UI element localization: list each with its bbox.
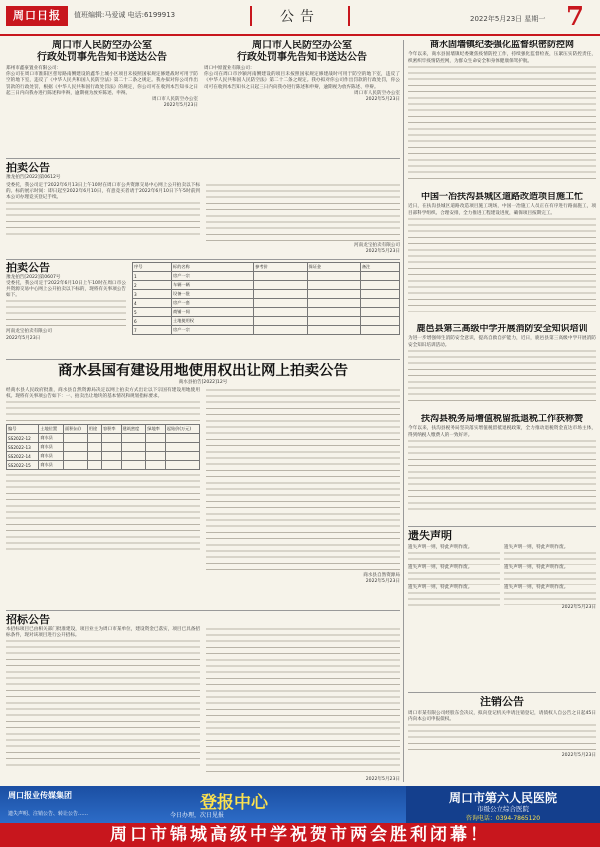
table-cell (121, 443, 146, 452)
news-body: 今年以来，扶沟县税务局坚决落实增值税留抵退税政策，全力推动退税资金直达市场主体，得到纳税人缴费人的一致好评。 (408, 426, 596, 438)
divider (408, 692, 596, 693)
notice-body: 你公司在周口市沙颍河南侧建设的项目未按照国家规定修建战时可用于防空的地下室，违反了《中华人民共和国人民防空法》第二十二条之规定。我办拟对你公司作出罚款的行政处罚，你公司可在收到本告知书之日起三日内向我办进行陈述和申辩，逾期视为放弃陈述、申辩。 (204, 72, 400, 90)
table-cell: 4 (133, 299, 172, 308)
hospital-subtitle: 市级公立综合医院 (477, 805, 529, 813)
table-cell (254, 299, 307, 308)
list-item: 遗失声明一则，特此声明作废。 (408, 544, 473, 550)
table-cell: 商水县 (39, 461, 64, 470)
table-cell (64, 461, 88, 470)
section-title: 公告 (250, 6, 350, 26)
table-header-cell: 面积(㎡) (64, 425, 88, 434)
table-cell: SS2022-15 (7, 461, 39, 470)
auction-ref: 豫龙拍告[2022]第0607号 (6, 274, 61, 280)
lost-notices-date: 2022年5月23日 (561, 605, 596, 611)
hospital-phone: 咨询电话：0394-7865120 (465, 815, 541, 822)
table-cell: 1 (133, 272, 172, 281)
news-item-1 (408, 40, 596, 190)
column-divider (403, 40, 404, 782)
list-item: 遗失声明一则，特此声明作废。 (504, 564, 569, 570)
table-cell (87, 452, 101, 461)
auction-table (132, 262, 400, 335)
divider (6, 158, 400, 159)
tender-title: 招标公告 (6, 614, 50, 626)
auction-body: 受委托，我公司定于2022年6月13日上午10时在周口市公共资源交易中心网上公开拍卖以下标的。标的展示时间：即日起至2022年6月10日，有意竞买者请于2022年6月10日下午5时前到本公司办理竞买登记手续。 (6, 182, 200, 201)
auction-ref: 豫龙拍告[2022]第0612号 (6, 174, 61, 180)
auction-notice-2 (6, 262, 400, 357)
body-text-lines (408, 591, 500, 611)
table-cell: 3 (133, 290, 172, 299)
table-cell (307, 272, 360, 281)
tender-date: 2022年5月23日 (365, 776, 400, 782)
list-item: 遗失声明一则，特此声明作废。 (504, 544, 569, 550)
table-cell: 5 (133, 308, 172, 317)
land-table (6, 424, 200, 470)
news-body: 今年以来，商水县固墙镇纪委聚焦疫情防控工作，持续强化监督检查，压紧压实防控责任，织密织牢疫情防控网，为群众生命安全和身体健康保驾护航。 (408, 52, 596, 64)
cancel-notice-date: 2022年5月23日 (561, 753, 596, 759)
list-item: 遗失声明一则，特此声明作废。 (408, 585, 473, 591)
body-text-lines (504, 551, 596, 565)
table-cell (121, 434, 146, 443)
divider (6, 259, 400, 260)
table-cell (360, 308, 399, 317)
table-cell: 房产一宗 (172, 326, 254, 335)
news-item-2 (408, 192, 596, 322)
body-text-lines (408, 439, 596, 514)
auction-body: 受委托，我公司定于2022年6月10日上午10时在周口市公共资源交易中心网上公开拍卖以下标的，现将有关事项公告如下。 (6, 280, 126, 299)
table-cell (360, 290, 399, 299)
divider (6, 610, 400, 611)
news-title: 商水固墙镇纪委强化监督织密防控网 (429, 40, 574, 50)
cancel-notice-body: 周口市某有限公司经股东会决议，拟向登记机关申请注销登记，请债权人自公告之日起45日内向本公司申报债权。 (408, 710, 596, 722)
list-item: 遗失声明一则，特此声明作废。 (408, 564, 473, 570)
notice-addressee: 周口中原置业有限公司： (204, 66, 255, 71)
table-cell (165, 461, 199, 470)
table-cell (165, 434, 199, 443)
rfkb-notice-2 (204, 40, 400, 155)
table-cell (87, 434, 101, 443)
table-cell: 房产一套 (172, 299, 254, 308)
table-row (133, 299, 400, 308)
tender-notice (6, 614, 400, 782)
land-auction-ref: 商水县拍告[2022]12号 (178, 379, 228, 385)
cancel-notice (408, 696, 596, 784)
auction-company: 河南龙宝拍卖有限公司 (354, 242, 400, 248)
table-row (7, 452, 200, 461)
page-number: 7 (566, 2, 585, 32)
table-header-cell: 标的名称 (172, 263, 254, 272)
table-cell (64, 443, 88, 452)
table-header-cell: 土地位置 (39, 425, 64, 434)
notice-signer: 周口市人民防空办公室 (354, 90, 400, 96)
table-row (133, 308, 400, 317)
news-title: 中国一冶扶沟县城区道路改造项目施工忙 (420, 192, 583, 202)
body-text-lines (408, 723, 596, 753)
table-cell (121, 452, 146, 461)
body-text-lines (6, 201, 200, 235)
table-header-row (133, 263, 400, 272)
table-cell: SS2022-13 (7, 443, 39, 452)
table-header-cell: 参考价 (254, 263, 307, 272)
table-cell (101, 434, 121, 443)
body-text-lines (408, 65, 596, 180)
auction-notice-1 (6, 162, 400, 257)
table-row (7, 434, 200, 443)
notice-title-line2: 行政处罚事先告知书送达公告 (237, 51, 367, 63)
news-body: 近日，在扶沟县城区道路改造项目施工现场，中国一冶施工人员正在有序进行路面施工，项目部科学组织、合理安排，全力推进工程建设进度，确保项目按期完工。 (408, 204, 596, 216)
page-header (0, 0, 600, 36)
auction-title: 拍卖公告 (6, 262, 50, 274)
table-header-row (7, 425, 200, 434)
notice-title-line1: 周口市人民防空办公室 (52, 40, 152, 51)
table-cell (165, 443, 199, 452)
table-cell (64, 452, 88, 461)
table-cell: SS2022-12 (7, 434, 39, 443)
table-header-cell: 用途 (87, 425, 101, 434)
table-cell: 商水县 (39, 434, 64, 443)
lost-notices-title: 遗失声明 (408, 530, 452, 542)
table-cell: 商水县 (39, 443, 64, 452)
editor-meta: 值班编辑:马爱诚 电话:6199913 (74, 11, 176, 19)
auction-company: 河南龙宝拍卖有限公司 (6, 329, 52, 335)
news-title: 鹿邑县第三高级中学开展消防安全知识培训 (416, 324, 588, 334)
table-header-cell: 备注 (360, 263, 399, 272)
rfkb-notice-1 (6, 40, 198, 155)
table-cell (360, 299, 399, 308)
table-cell (254, 308, 307, 317)
ad-group-name: 周口报业传媒集团 (8, 791, 72, 800)
news-body: 为进一步增强师生消防安全意识，提高自救自护能力，近日，鹿邑县第三高级中学开展消防安全知识培训活动。 (408, 336, 596, 348)
table-cell (307, 299, 360, 308)
lost-notices (408, 530, 596, 690)
divider (6, 359, 400, 360)
table-cell (360, 326, 399, 335)
table-row (133, 281, 400, 290)
table-cell (101, 461, 121, 470)
table-cell (307, 317, 360, 326)
list-item: 遗失声明一则，特此声明作废。 (504, 585, 569, 591)
table-cell (254, 290, 307, 299)
body-text-lines (206, 388, 400, 573)
land-auction-body: 经商水县人民政府批准，商水县自然资源局决定以网上拍卖方式出让以下宗国有建设用地使用权。现将有关事项公告如下：一、拍卖出让地块的基本情况和规划指标要求。 (6, 387, 200, 400)
table-cell (307, 290, 360, 299)
tender-body: 本招标项目已由相关部门批准建设，项目业主为周口市某单位，建设资金已落实，项目已具备招标条件，现对该项目进行公开招标。 (6, 626, 200, 638)
table-row (133, 272, 400, 281)
table-cell (87, 461, 101, 470)
table-cell: 设备一批 (172, 290, 254, 299)
body-text-lines (504, 591, 596, 605)
body-text-lines (6, 639, 200, 769)
ad-services: 遗失声明、注销公告、转让公告…… (8, 811, 89, 817)
auction-date: 2022年5月23日 (6, 335, 41, 341)
body-text-lines (408, 349, 596, 404)
table-cell: 车辆一辆 (172, 281, 254, 290)
notice-title-line2: 行政处罚事先告知书送达公告 (37, 51, 167, 63)
ad-center-name: 登报中心 (200, 793, 268, 813)
table-header-cell: 编号 (7, 425, 39, 434)
table-cell (254, 272, 307, 281)
land-auction-signer: 商水县自然资源局 (363, 572, 400, 578)
body-text-lines (6, 400, 200, 422)
table-cell: 6 (133, 317, 172, 326)
table-header-cell: 容积率 (101, 425, 121, 434)
news-title: 扶沟县税务局增值税留抵退税工作获称赞 (420, 414, 583, 424)
table-cell: 商水县 (39, 452, 64, 461)
body-text-lines (408, 571, 500, 585)
table-cell (307, 326, 360, 335)
ad-banner-registration (0, 786, 406, 823)
table-cell (360, 317, 399, 326)
bottom-slogan-banner: 周口市锦城高级中学祝贺市两会胜利闭幕！ (0, 823, 600, 847)
table-cell (360, 272, 399, 281)
issue-date: 2022年5月23日 星期一 (470, 15, 546, 23)
table-cell (146, 461, 166, 470)
table-cell (87, 443, 101, 452)
table-row (133, 326, 400, 335)
notice-title-line1: 周口市人民防空办公室 (252, 40, 352, 51)
table-cell (307, 281, 360, 290)
ad-hospital (406, 786, 600, 823)
table-cell (307, 308, 360, 317)
notice-date: 2022年5月23日 (365, 97, 400, 103)
table-cell (101, 452, 121, 461)
table-header-cell: 保证金 (307, 263, 360, 272)
table-cell (121, 461, 146, 470)
table-cell (165, 452, 199, 461)
body-text-lines (408, 551, 500, 565)
body-text-lines (504, 571, 596, 585)
table-cell: SS2022-14 (7, 452, 39, 461)
body-text-lines (408, 217, 596, 312)
table-cell (254, 317, 307, 326)
table-header-cell: 起始价(万元) (165, 425, 199, 434)
table-row (7, 443, 200, 452)
news-item-4 (408, 414, 596, 524)
notice-signer: 周口市人民防空办公室 (152, 97, 198, 103)
notice-addressee: 郑州市鑫豪置业有限公司： (6, 66, 62, 71)
newspaper-logo: 周口日报 (6, 6, 68, 26)
table-header-cell: 序号 (133, 263, 172, 272)
auction-date: 2022年5月23日 (365, 249, 400, 255)
table-header-cell: 建筑密度 (121, 425, 146, 434)
table-cell (64, 434, 88, 443)
body-text-lines (206, 627, 400, 777)
table-cell (101, 443, 121, 452)
land-auction-notice (6, 363, 400, 608)
table-cell: 土地使用权 (172, 317, 254, 326)
table-cell (254, 281, 307, 290)
news-item-3 (408, 324, 596, 412)
table-cell (360, 281, 399, 290)
table-cell: 2 (133, 281, 172, 290)
divider (408, 526, 596, 527)
table-cell (146, 443, 166, 452)
table-header-cell: 绿地率 (146, 425, 166, 434)
table-cell (254, 326, 307, 335)
auction-title: 拍卖公告 (6, 162, 50, 174)
body-text-lines (6, 299, 126, 329)
table-cell: 商铺一间 (172, 308, 254, 317)
body-text-lines (206, 183, 400, 243)
land-auction-title: 商水县国有建设用地使用权出让网上拍卖公告 (58, 363, 348, 379)
hospital-name: 周口市第六人民医院 (448, 791, 557, 805)
table-cell (146, 434, 166, 443)
table-row (133, 290, 400, 299)
body-text-lines (6, 473, 200, 553)
land-auction-date: 2022年5月23日 (365, 579, 400, 585)
table-cell: 7 (133, 326, 172, 335)
table-row (7, 461, 200, 470)
table-cell: 房产一宗 (172, 272, 254, 281)
table-row (133, 317, 400, 326)
notice-date: 2022年5月23日 (163, 103, 198, 109)
table-cell (146, 452, 166, 461)
notice-body: 你公司在周口市淮阳区慈母路南侧建设的鑫华上城小区项目未按照国家规定修建战时可用于防空的地下室，违反了《中华人民共和国人民防空法》第二十二条之规定。我办拟对你公司作出罚款的行政处罚，根据《中华人民共和国行政处罚法》的规定，你公司可在收到本告知书之日起三日内向我办进行陈述和申辩，逾期视为放弃陈述、申辩。 (6, 72, 198, 96)
cancel-notice-title: 注销公告 (480, 696, 524, 708)
ad-slogan: 今日办理，次日见报 (170, 812, 225, 819)
